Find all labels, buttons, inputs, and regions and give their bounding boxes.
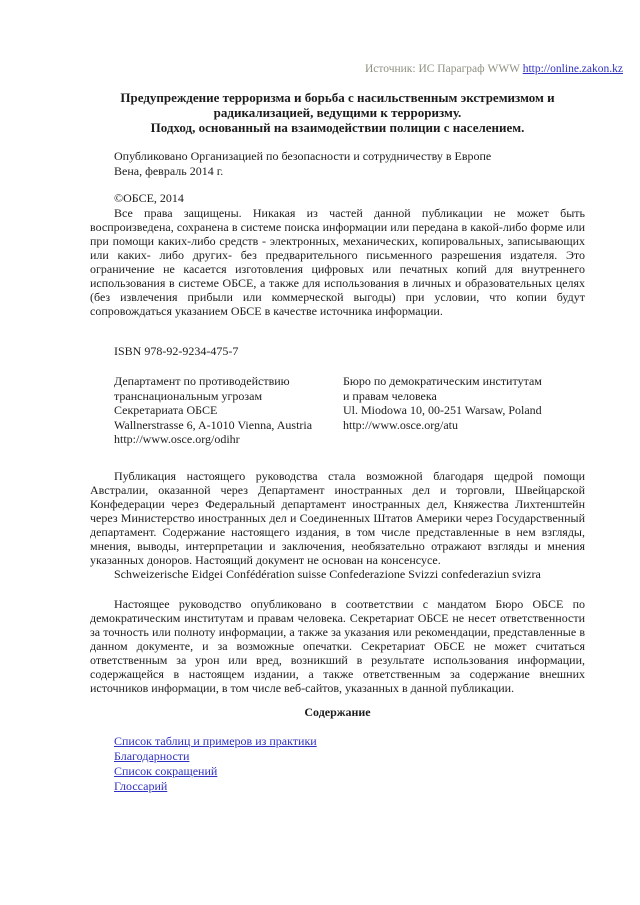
address-line: транснациональным угрозам [114, 388, 263, 403]
funding-paragraph: Публикация настоящего руководства стала возможной благодаря щедрой помощи Австралии, оказанной через Департамент иностранных дел и торговли, Швейцарской Конфедерации через Федеральный департамент иностранных дел, Княжества Лихтенштейн через Министерство иностранных дел и Соединенных Штатов Америки через Государственный департамент. Содержание настоящего издания, в том числе представленные в нем взгляды, мнения, выводы, интерпретации и заключения, необязательно отражают взгляды и мнения указанных доноров. Настоящий документ не основан на консенсусе. [90, 468, 585, 567]
source-link[interactable]: http://online.zakon.kz [522, 63, 623, 75]
toc-link-row [114, 779, 585, 794]
publisher-addresses [90, 374, 585, 447]
source-prefix: Источник: ИС Параграф WWW [364, 63, 523, 75]
document-content [90, 90, 585, 794]
address-line: Wallnerstrasse 6, A-1010 Vienna, Austria [114, 417, 313, 432]
toc-link-row [114, 749, 585, 764]
address-line: Ul. Miodowa 10, 00-251 Warsaw, Poland [343, 403, 542, 417]
copyright-notice: ©ОБСЕ, 2014 [114, 191, 184, 205]
toc-link-tables-examples[interactable]: Список таблиц и примеров из практики [114, 734, 317, 748]
toc-links [114, 734, 585, 794]
address-odihr-office [343, 374, 585, 447]
published-by-line: Опубликовано Организацией по безопасности и сотрудничеству в Европе [114, 149, 492, 163]
toc-link-abbreviations[interactable]: Список сокращений [114, 764, 218, 778]
toc-link-glossary[interactable]: Глоссарий [114, 779, 168, 793]
address-line: и правам человека [343, 388, 437, 403]
address-transnational-threats-dept [114, 374, 343, 447]
address-url: http://www.osce.org/odihr [114, 432, 240, 446]
document-title [90, 90, 585, 135]
address-line: Секретариата ОБСЕ [114, 403, 218, 417]
isbn-line: ISBN 978-92-9234-475-7 [114, 343, 239, 358]
toc-heading: Содержание [304, 705, 371, 719]
toc-link-acknowledgements[interactable]: Благодарности [114, 749, 190, 763]
published-place-date-line: Вена, февраль 2014 г. [114, 163, 224, 178]
title-part-1: Предупреждение терроризма и борьба с насильственным экстремизмом и радикализацией, ведущими к терроризму. [120, 90, 555, 120]
address-url: http://www.osce.org/atu [343, 417, 458, 432]
toc-link-row [114, 764, 585, 779]
copyright-paragraph: Все права защищены. Никакая из частей данной публикации не может быть воспроизведена, сохранена в системе поиска информации или передана в какой-либо форме или при помощи каких-либо средств - электронных, механических, копировальных, записывающих или каких- либо других- без предварительного письменного разрешения издателя. Это ограничение не касается изготовления цифровых или печатных копий для внутреннего использования в системе ОБСЕ, а также для использования в личных и образовательных целях (без извлечения прибыли или коммерческой выгоды) при условии, что копии будут сопровождаться указанием ОБСЕ в качестве источника информации. [90, 205, 585, 318]
swiss-confederation-line: Schweizerische Eidgei Confédération suisse Confederazione Svizzi confederaziun svizra [114, 566, 541, 581]
source-line [365, 62, 623, 76]
address-line: Бюро по демократическим институтам [343, 374, 542, 388]
title-part-2: Подход, основанный на взаимодействии полиции с населением. [150, 120, 525, 135]
toc-link-row [114, 734, 585, 749]
address-line: Департамент по противодействию [114, 374, 290, 388]
mandate-paragraph: Настоящее руководство опубликовано в соответствии с мандатом Бюро ОБСЕ по демократическим институтам и правам человека. Секретариат ОБСЕ не несет ответственности за точность или полноту информации, а также за указания или рекомендации, представленные в данном документе, и за возможные опечатки. Секретариат ОБСЕ не может считаться ответственным за урон или вред, возникший в результате использования информации, содержащейся в настоящем издании, а также ответственным за содержание внешних источников информации, в том числе веб-сайтов, указанных в данной публикации. [90, 597, 585, 695]
